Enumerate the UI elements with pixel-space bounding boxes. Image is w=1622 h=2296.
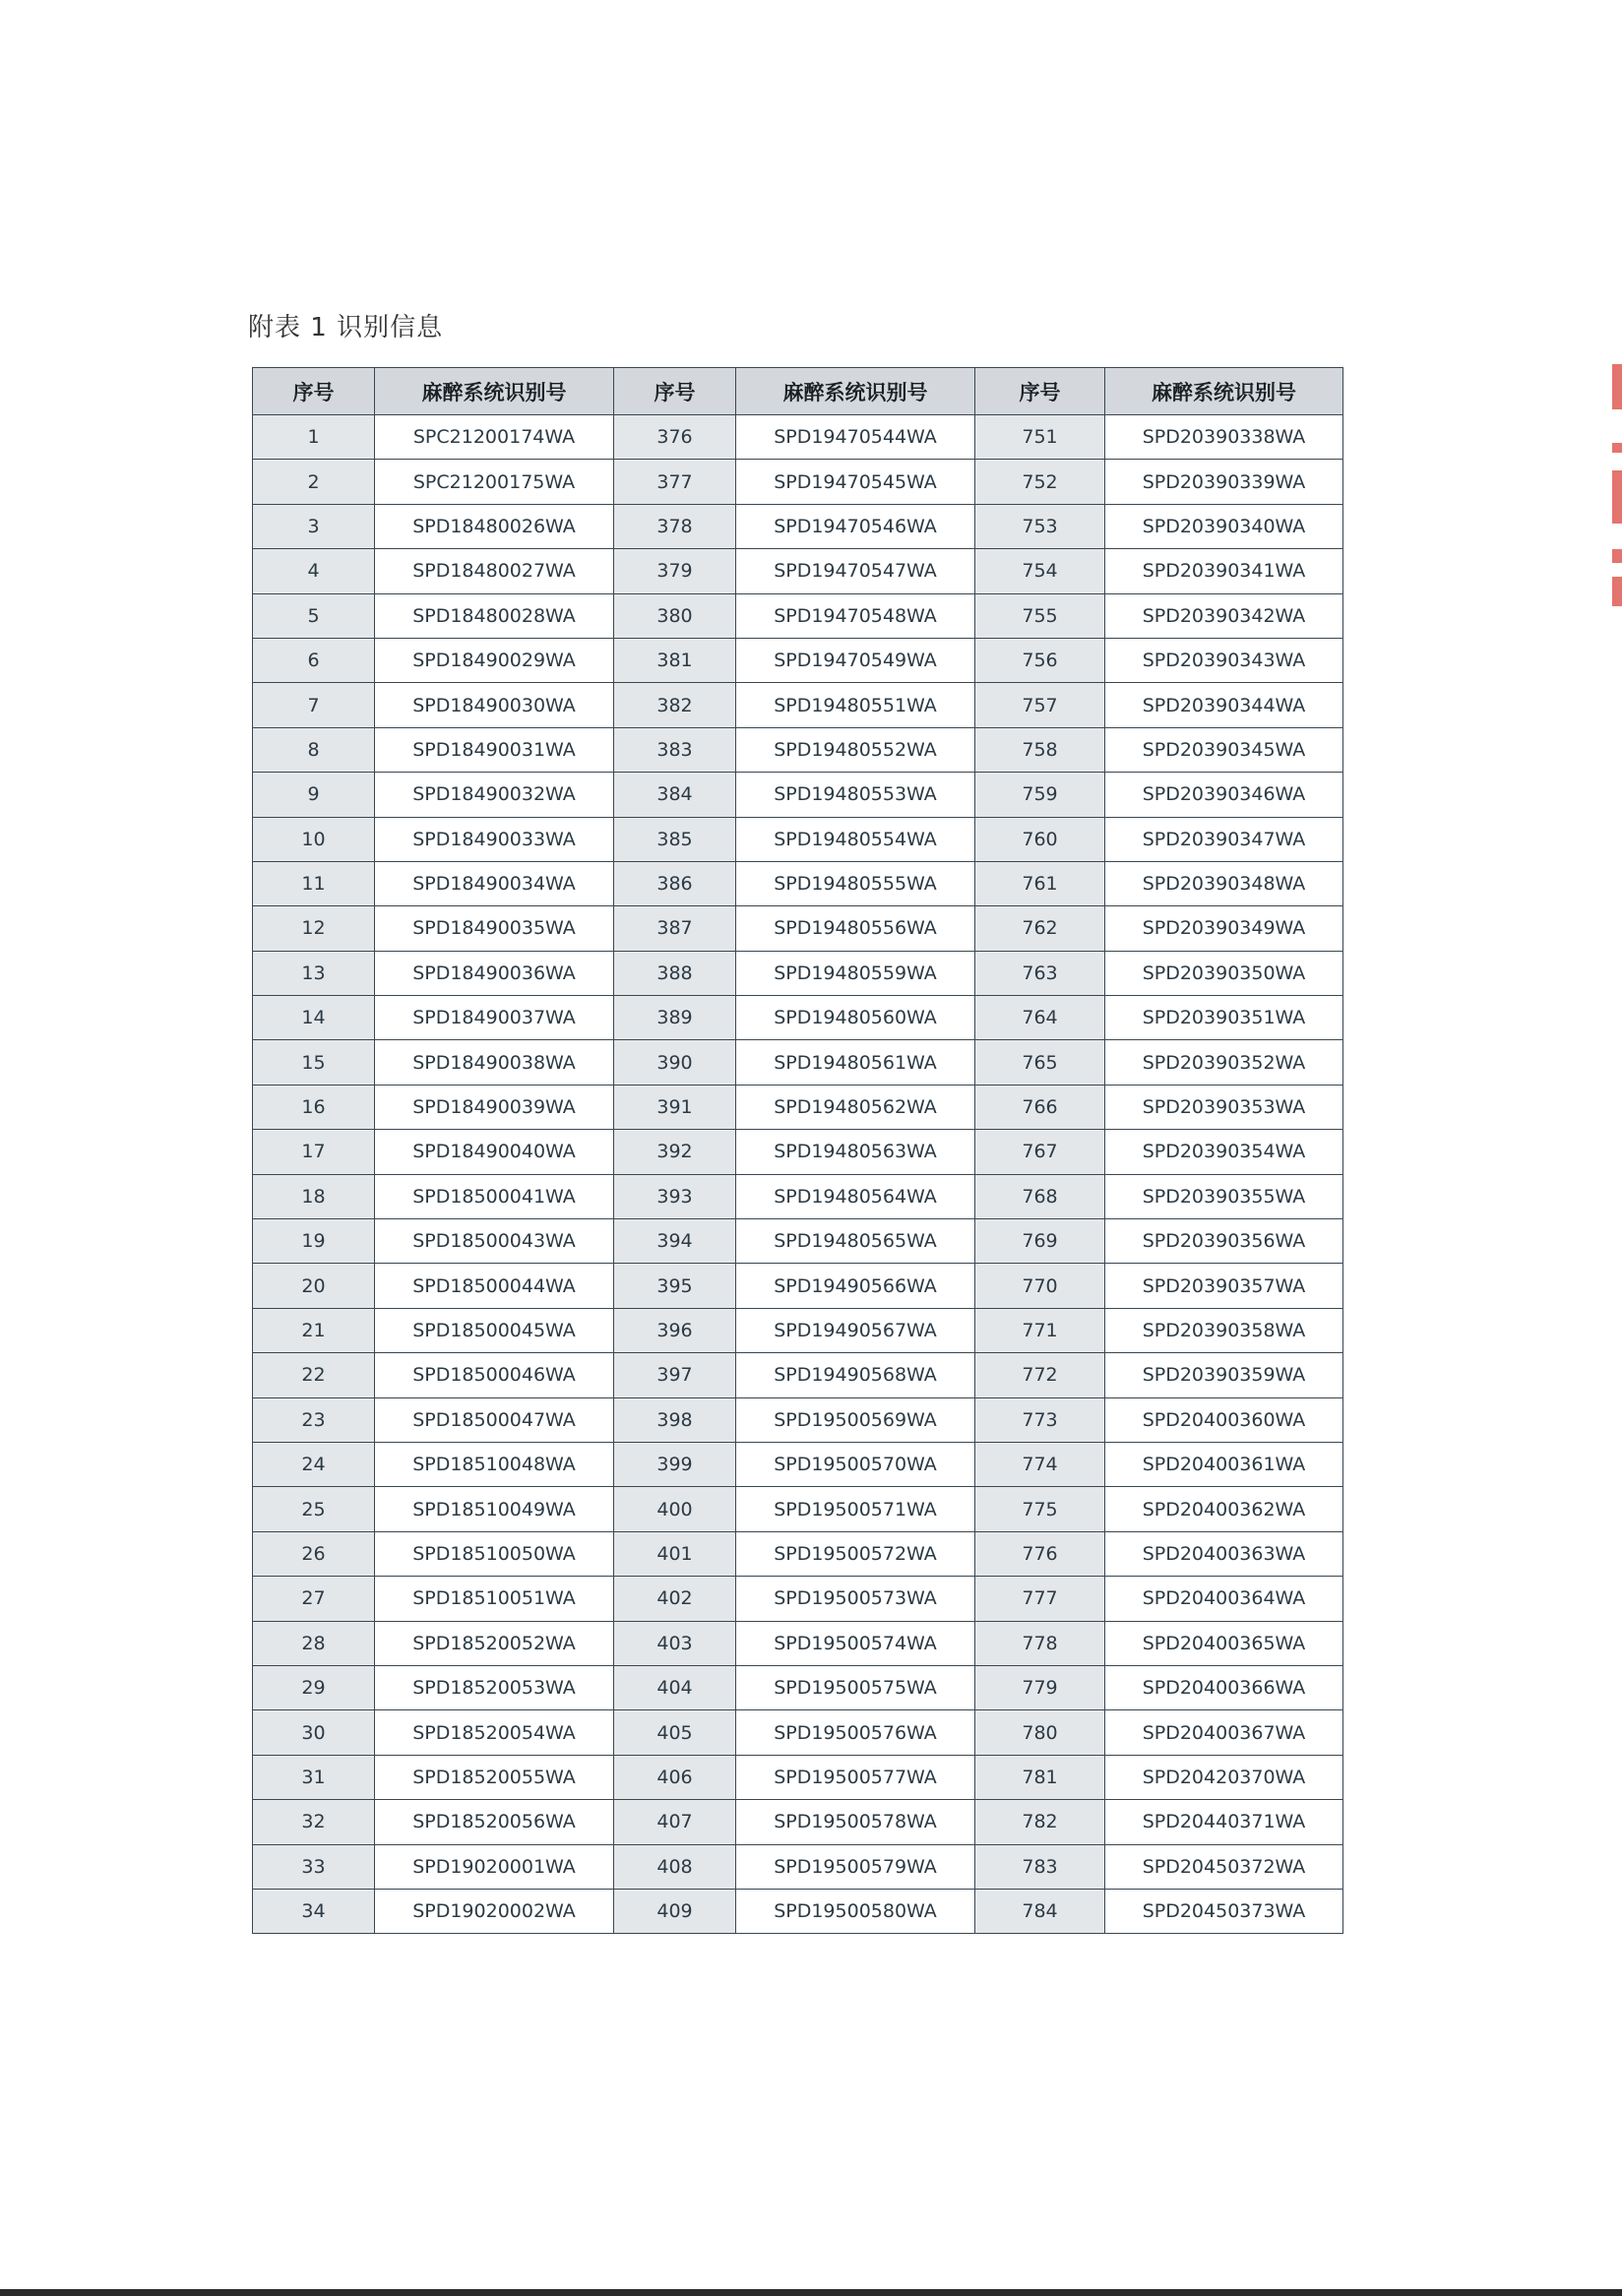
seq-cell: 405: [614, 1710, 736, 1755]
code-cell: SPD19490566WA: [736, 1264, 975, 1308]
seq-cell: 27: [253, 1577, 375, 1621]
code-cell: SPD20390338WA: [1105, 415, 1343, 460]
table-row: [253, 1487, 1343, 1531]
table-row: [253, 1130, 1343, 1174]
table-row: [253, 1264, 1343, 1308]
seq-cell: 380: [614, 593, 736, 638]
seq-cell: 408: [614, 1844, 736, 1889]
code-cell: SPD20390341WA: [1105, 549, 1343, 593]
seq-cell: 783: [975, 1844, 1105, 1889]
column-header-seq: 序号: [614, 368, 736, 415]
table-row: [253, 861, 1343, 905]
table-row: [253, 683, 1343, 727]
seq-cell: 770: [975, 1264, 1105, 1308]
column-header-code: 麻醉系统识别号: [1105, 368, 1343, 415]
code-cell: SPD20400361WA: [1105, 1442, 1343, 1486]
code-cell: SPD20390350WA: [1105, 951, 1343, 995]
seq-cell: 1: [253, 415, 375, 460]
table-row: [253, 415, 1343, 460]
table-row: [253, 1889, 1343, 1933]
code-cell: SPD20390354WA: [1105, 1130, 1343, 1174]
code-cell: SPD18520052WA: [375, 1621, 614, 1665]
code-cell: SPD19480562WA: [736, 1085, 975, 1129]
seq-cell: 393: [614, 1174, 736, 1218]
code-cell: SPD19470549WA: [736, 638, 975, 682]
code-cell: SPD18490031WA: [375, 727, 614, 772]
code-cell: SPD20390339WA: [1105, 460, 1343, 504]
seq-cell: 32: [253, 1800, 375, 1844]
seq-cell: 381: [614, 638, 736, 682]
seq-cell: 34: [253, 1889, 375, 1933]
seq-cell: 14: [253, 996, 375, 1040]
code-cell: SPD19500575WA: [736, 1665, 975, 1709]
code-cell: SPD19490567WA: [736, 1308, 975, 1352]
seq-cell: 755: [975, 593, 1105, 638]
seq-cell: 378: [614, 504, 736, 548]
seq-cell: 16: [253, 1085, 375, 1129]
red-stamp-fragment: [1608, 364, 1622, 620]
code-cell: SPD18490038WA: [375, 1040, 614, 1085]
code-cell: SPD19480560WA: [736, 996, 975, 1040]
code-cell: SPD18500046WA: [375, 1353, 614, 1397]
code-cell: SPD19480556WA: [736, 906, 975, 951]
seq-cell: 13: [253, 951, 375, 995]
table-row: [253, 1800, 1343, 1844]
code-cell: SPD18480027WA: [375, 549, 614, 593]
seq-cell: 396: [614, 1308, 736, 1352]
table-header-row: [253, 368, 1343, 415]
code-cell: SPD18510051WA: [375, 1577, 614, 1621]
code-cell: SPD18510048WA: [375, 1442, 614, 1486]
code-cell: SPD20450372WA: [1105, 1844, 1343, 1889]
code-cell: SPD20400362WA: [1105, 1487, 1343, 1531]
table-row: [253, 1442, 1343, 1486]
seq-cell: 7: [253, 683, 375, 727]
code-cell: SPD20400366WA: [1105, 1665, 1343, 1709]
seq-cell: 391: [614, 1085, 736, 1129]
table-row: [253, 996, 1343, 1040]
code-cell: SPD20400360WA: [1105, 1397, 1343, 1442]
code-cell: SPD18500043WA: [375, 1219, 614, 1264]
code-cell: SPD20390345WA: [1105, 727, 1343, 772]
table-row: [253, 1397, 1343, 1442]
seq-cell: 22: [253, 1353, 375, 1397]
seq-cell: 407: [614, 1800, 736, 1844]
seq-cell: 766: [975, 1085, 1105, 1129]
seq-cell: 392: [614, 1130, 736, 1174]
seq-cell: 4: [253, 549, 375, 593]
seq-cell: 772: [975, 1353, 1105, 1397]
seq-cell: 402: [614, 1577, 736, 1621]
table-row: [253, 727, 1343, 772]
table-row: [253, 593, 1343, 638]
table-row: [253, 1040, 1343, 1085]
table-row: [253, 1577, 1343, 1621]
table-row: [253, 504, 1343, 548]
table-body: [253, 415, 1343, 1934]
code-cell: SPD20390349WA: [1105, 906, 1343, 951]
code-cell: SPD19470548WA: [736, 593, 975, 638]
table-row: [253, 1755, 1343, 1799]
code-cell: SPD20390359WA: [1105, 1353, 1343, 1397]
code-cell: SPD18520056WA: [375, 1800, 614, 1844]
table-row: [253, 460, 1343, 504]
code-cell: SPD19480555WA: [736, 861, 975, 905]
code-cell: SPD19480552WA: [736, 727, 975, 772]
code-cell: SPD19500571WA: [736, 1487, 975, 1531]
seq-cell: 756: [975, 638, 1105, 682]
code-cell: SPD19500572WA: [736, 1531, 975, 1576]
seq-cell: 389: [614, 996, 736, 1040]
seq-cell: 20: [253, 1264, 375, 1308]
table-row: [253, 1085, 1343, 1129]
code-cell: SPD20390351WA: [1105, 996, 1343, 1040]
seq-cell: 30: [253, 1710, 375, 1755]
code-cell: SPD18500044WA: [375, 1264, 614, 1308]
code-cell: SPD18490032WA: [375, 773, 614, 817]
code-cell: SPD18520053WA: [375, 1665, 614, 1709]
code-cell: SPD19480563WA: [736, 1130, 975, 1174]
seq-cell: 12: [253, 906, 375, 951]
table-row: [253, 1844, 1343, 1889]
code-cell: SPD18490030WA: [375, 683, 614, 727]
seq-cell: 23: [253, 1397, 375, 1442]
seq-cell: 781: [975, 1755, 1105, 1799]
code-cell: SPD20390352WA: [1105, 1040, 1343, 1085]
code-cell: SPD20400364WA: [1105, 1577, 1343, 1621]
identification-table: [252, 367, 1343, 1934]
code-cell: SPD18490035WA: [375, 906, 614, 951]
seq-cell: 11: [253, 861, 375, 905]
seq-cell: 29: [253, 1665, 375, 1709]
code-cell: SPD20390346WA: [1105, 773, 1343, 817]
seq-cell: 406: [614, 1755, 736, 1799]
seq-cell: 763: [975, 951, 1105, 995]
code-cell: SPD18500045WA: [375, 1308, 614, 1352]
code-cell: SPD19500579WA: [736, 1844, 975, 1889]
seq-cell: 395: [614, 1264, 736, 1308]
code-cell: SPD19500570WA: [736, 1442, 975, 1486]
code-cell: SPD20400363WA: [1105, 1531, 1343, 1576]
code-cell: SPD20390340WA: [1105, 504, 1343, 548]
seq-cell: 759: [975, 773, 1105, 817]
seq-cell: 400: [614, 1487, 736, 1531]
code-cell: SPD19020002WA: [375, 1889, 614, 1933]
code-cell: SPD18500041WA: [375, 1174, 614, 1218]
code-cell: SPD19470544WA: [736, 415, 975, 460]
seq-cell: 386: [614, 861, 736, 905]
seq-cell: 765: [975, 1040, 1105, 1085]
seq-cell: 17: [253, 1130, 375, 1174]
code-cell: SPD19470546WA: [736, 504, 975, 548]
column-header-code: 麻醉系统识别号: [375, 368, 614, 415]
code-cell: SPD19490568WA: [736, 1353, 975, 1397]
code-cell: SPC21200175WA: [375, 460, 614, 504]
seq-cell: 762: [975, 906, 1105, 951]
code-cell: SPD20390342WA: [1105, 593, 1343, 638]
seq-cell: 26: [253, 1531, 375, 1576]
seq-cell: 401: [614, 1531, 736, 1576]
code-cell: SPD20390358WA: [1105, 1308, 1343, 1352]
table-row: [253, 1174, 1343, 1218]
table-row: [253, 638, 1343, 682]
code-cell: SPD20390344WA: [1105, 683, 1343, 727]
code-cell: SPD20390356WA: [1105, 1219, 1343, 1264]
seq-cell: 760: [975, 817, 1105, 861]
code-cell: SPD20390353WA: [1105, 1085, 1343, 1129]
code-cell: SPD18490029WA: [375, 638, 614, 682]
seq-cell: 8: [253, 727, 375, 772]
table-row: [253, 1710, 1343, 1755]
seq-cell: 404: [614, 1665, 736, 1709]
seq-cell: 752: [975, 460, 1105, 504]
seq-cell: 773: [975, 1397, 1105, 1442]
seq-cell: 780: [975, 1710, 1105, 1755]
seq-cell: 377: [614, 460, 736, 504]
table-row: [253, 1531, 1343, 1576]
seq-cell: 764: [975, 996, 1105, 1040]
seq-cell: 3: [253, 504, 375, 548]
code-cell: SPD19500578WA: [736, 1800, 975, 1844]
code-cell: SPD18510050WA: [375, 1531, 614, 1576]
code-cell: SPD19500569WA: [736, 1397, 975, 1442]
code-cell: SPD18490037WA: [375, 996, 614, 1040]
seq-cell: 768: [975, 1174, 1105, 1218]
seq-cell: 754: [975, 549, 1105, 593]
page-title: 附表 1 识别信息: [248, 313, 444, 342]
seq-cell: 778: [975, 1621, 1105, 1665]
code-cell: SPD18510049WA: [375, 1487, 614, 1531]
seq-cell: 767: [975, 1130, 1105, 1174]
seq-cell: 390: [614, 1040, 736, 1085]
seq-cell: 758: [975, 727, 1105, 772]
code-cell: SPD18490034WA: [375, 861, 614, 905]
code-cell: SPD20400365WA: [1105, 1621, 1343, 1665]
seq-cell: 19: [253, 1219, 375, 1264]
seq-cell: 757: [975, 683, 1105, 727]
seq-cell: 10: [253, 817, 375, 861]
seq-cell: 782: [975, 1800, 1105, 1844]
seq-cell: 31: [253, 1755, 375, 1799]
code-cell: SPD18480026WA: [375, 504, 614, 548]
code-cell: SPD19470547WA: [736, 549, 975, 593]
code-cell: SPD19500573WA: [736, 1577, 975, 1621]
seq-cell: 774: [975, 1442, 1105, 1486]
seq-cell: 382: [614, 683, 736, 727]
seq-cell: 379: [614, 549, 736, 593]
code-cell: SPD20420370WA: [1105, 1755, 1343, 1799]
code-cell: SPD19480561WA: [736, 1040, 975, 1085]
seq-cell: 775: [975, 1487, 1105, 1531]
table-row: [253, 1353, 1343, 1397]
code-cell: SPC21200174WA: [375, 415, 614, 460]
seq-cell: 33: [253, 1844, 375, 1889]
code-cell: SPD19500576WA: [736, 1710, 975, 1755]
code-cell: SPD18520055WA: [375, 1755, 614, 1799]
code-cell: SPD18500047WA: [375, 1397, 614, 1442]
column-header-code: 麻醉系统识别号: [736, 368, 975, 415]
seq-cell: 9: [253, 773, 375, 817]
code-cell: SPD18490039WA: [375, 1085, 614, 1129]
code-cell: SPD19470545WA: [736, 460, 975, 504]
seq-cell: 397: [614, 1353, 736, 1397]
seq-cell: 753: [975, 504, 1105, 548]
seq-cell: 387: [614, 906, 736, 951]
code-cell: SPD19500577WA: [736, 1755, 975, 1799]
code-cell: SPD20390348WA: [1105, 861, 1343, 905]
column-header-seq: 序号: [975, 368, 1105, 415]
code-cell: SPD18490036WA: [375, 951, 614, 995]
code-cell: SPD18520054WA: [375, 1710, 614, 1755]
table-row: [253, 1308, 1343, 1352]
code-cell: SPD20390343WA: [1105, 638, 1343, 682]
seq-cell: 5: [253, 593, 375, 638]
code-cell: SPD20440371WA: [1105, 1800, 1343, 1844]
seq-cell: 779: [975, 1665, 1105, 1709]
seq-cell: 769: [975, 1219, 1105, 1264]
code-cell: SPD18490040WA: [375, 1130, 614, 1174]
table-row: [253, 1621, 1343, 1665]
table-row: [253, 773, 1343, 817]
seq-cell: 399: [614, 1442, 736, 1486]
code-cell: SPD19500574WA: [736, 1621, 975, 1665]
code-cell: SPD20390355WA: [1105, 1174, 1343, 1218]
seq-cell: 385: [614, 817, 736, 861]
seq-cell: 403: [614, 1621, 736, 1665]
code-cell: SPD20390347WA: [1105, 817, 1343, 861]
code-cell: SPD19480559WA: [736, 951, 975, 995]
seq-cell: 388: [614, 951, 736, 995]
seq-cell: 776: [975, 1531, 1105, 1576]
code-cell: SPD19480565WA: [736, 1219, 975, 1264]
seq-cell: 398: [614, 1397, 736, 1442]
seq-cell: 24: [253, 1442, 375, 1486]
code-cell: SPD18490033WA: [375, 817, 614, 861]
code-cell: SPD20400367WA: [1105, 1710, 1343, 1755]
code-cell: SPD18480028WA: [375, 593, 614, 638]
code-cell: SPD19480553WA: [736, 773, 975, 817]
seq-cell: 384: [614, 773, 736, 817]
code-cell: SPD19500580WA: [736, 1889, 975, 1933]
column-header-seq: 序号: [253, 368, 375, 415]
seq-cell: 376: [614, 415, 736, 460]
seq-cell: 2: [253, 460, 375, 504]
seq-cell: 6: [253, 638, 375, 682]
code-cell: SPD20450373WA: [1105, 1889, 1343, 1933]
seq-cell: 25: [253, 1487, 375, 1531]
scan-edge: [0, 2289, 1622, 2296]
seq-cell: 771: [975, 1308, 1105, 1352]
seq-cell: 28: [253, 1621, 375, 1665]
code-cell: SPD19020001WA: [375, 1844, 614, 1889]
code-cell: SPD20390357WA: [1105, 1264, 1343, 1308]
seq-cell: 409: [614, 1889, 736, 1933]
code-cell: SPD19480551WA: [736, 683, 975, 727]
table-row: [253, 1219, 1343, 1264]
seq-cell: 18: [253, 1174, 375, 1218]
seq-cell: 394: [614, 1219, 736, 1264]
code-cell: SPD19480554WA: [736, 817, 975, 861]
seq-cell: 751: [975, 415, 1105, 460]
seq-cell: 383: [614, 727, 736, 772]
seq-cell: 784: [975, 1889, 1105, 1933]
code-cell: SPD19480564WA: [736, 1174, 975, 1218]
seq-cell: 15: [253, 1040, 375, 1085]
table-row: [253, 549, 1343, 593]
table-row: [253, 1665, 1343, 1709]
seq-cell: 761: [975, 861, 1105, 905]
seq-cell: 777: [975, 1577, 1105, 1621]
seq-cell: 21: [253, 1308, 375, 1352]
table-row: [253, 906, 1343, 951]
table-row: [253, 817, 1343, 861]
table-row: [253, 951, 1343, 995]
